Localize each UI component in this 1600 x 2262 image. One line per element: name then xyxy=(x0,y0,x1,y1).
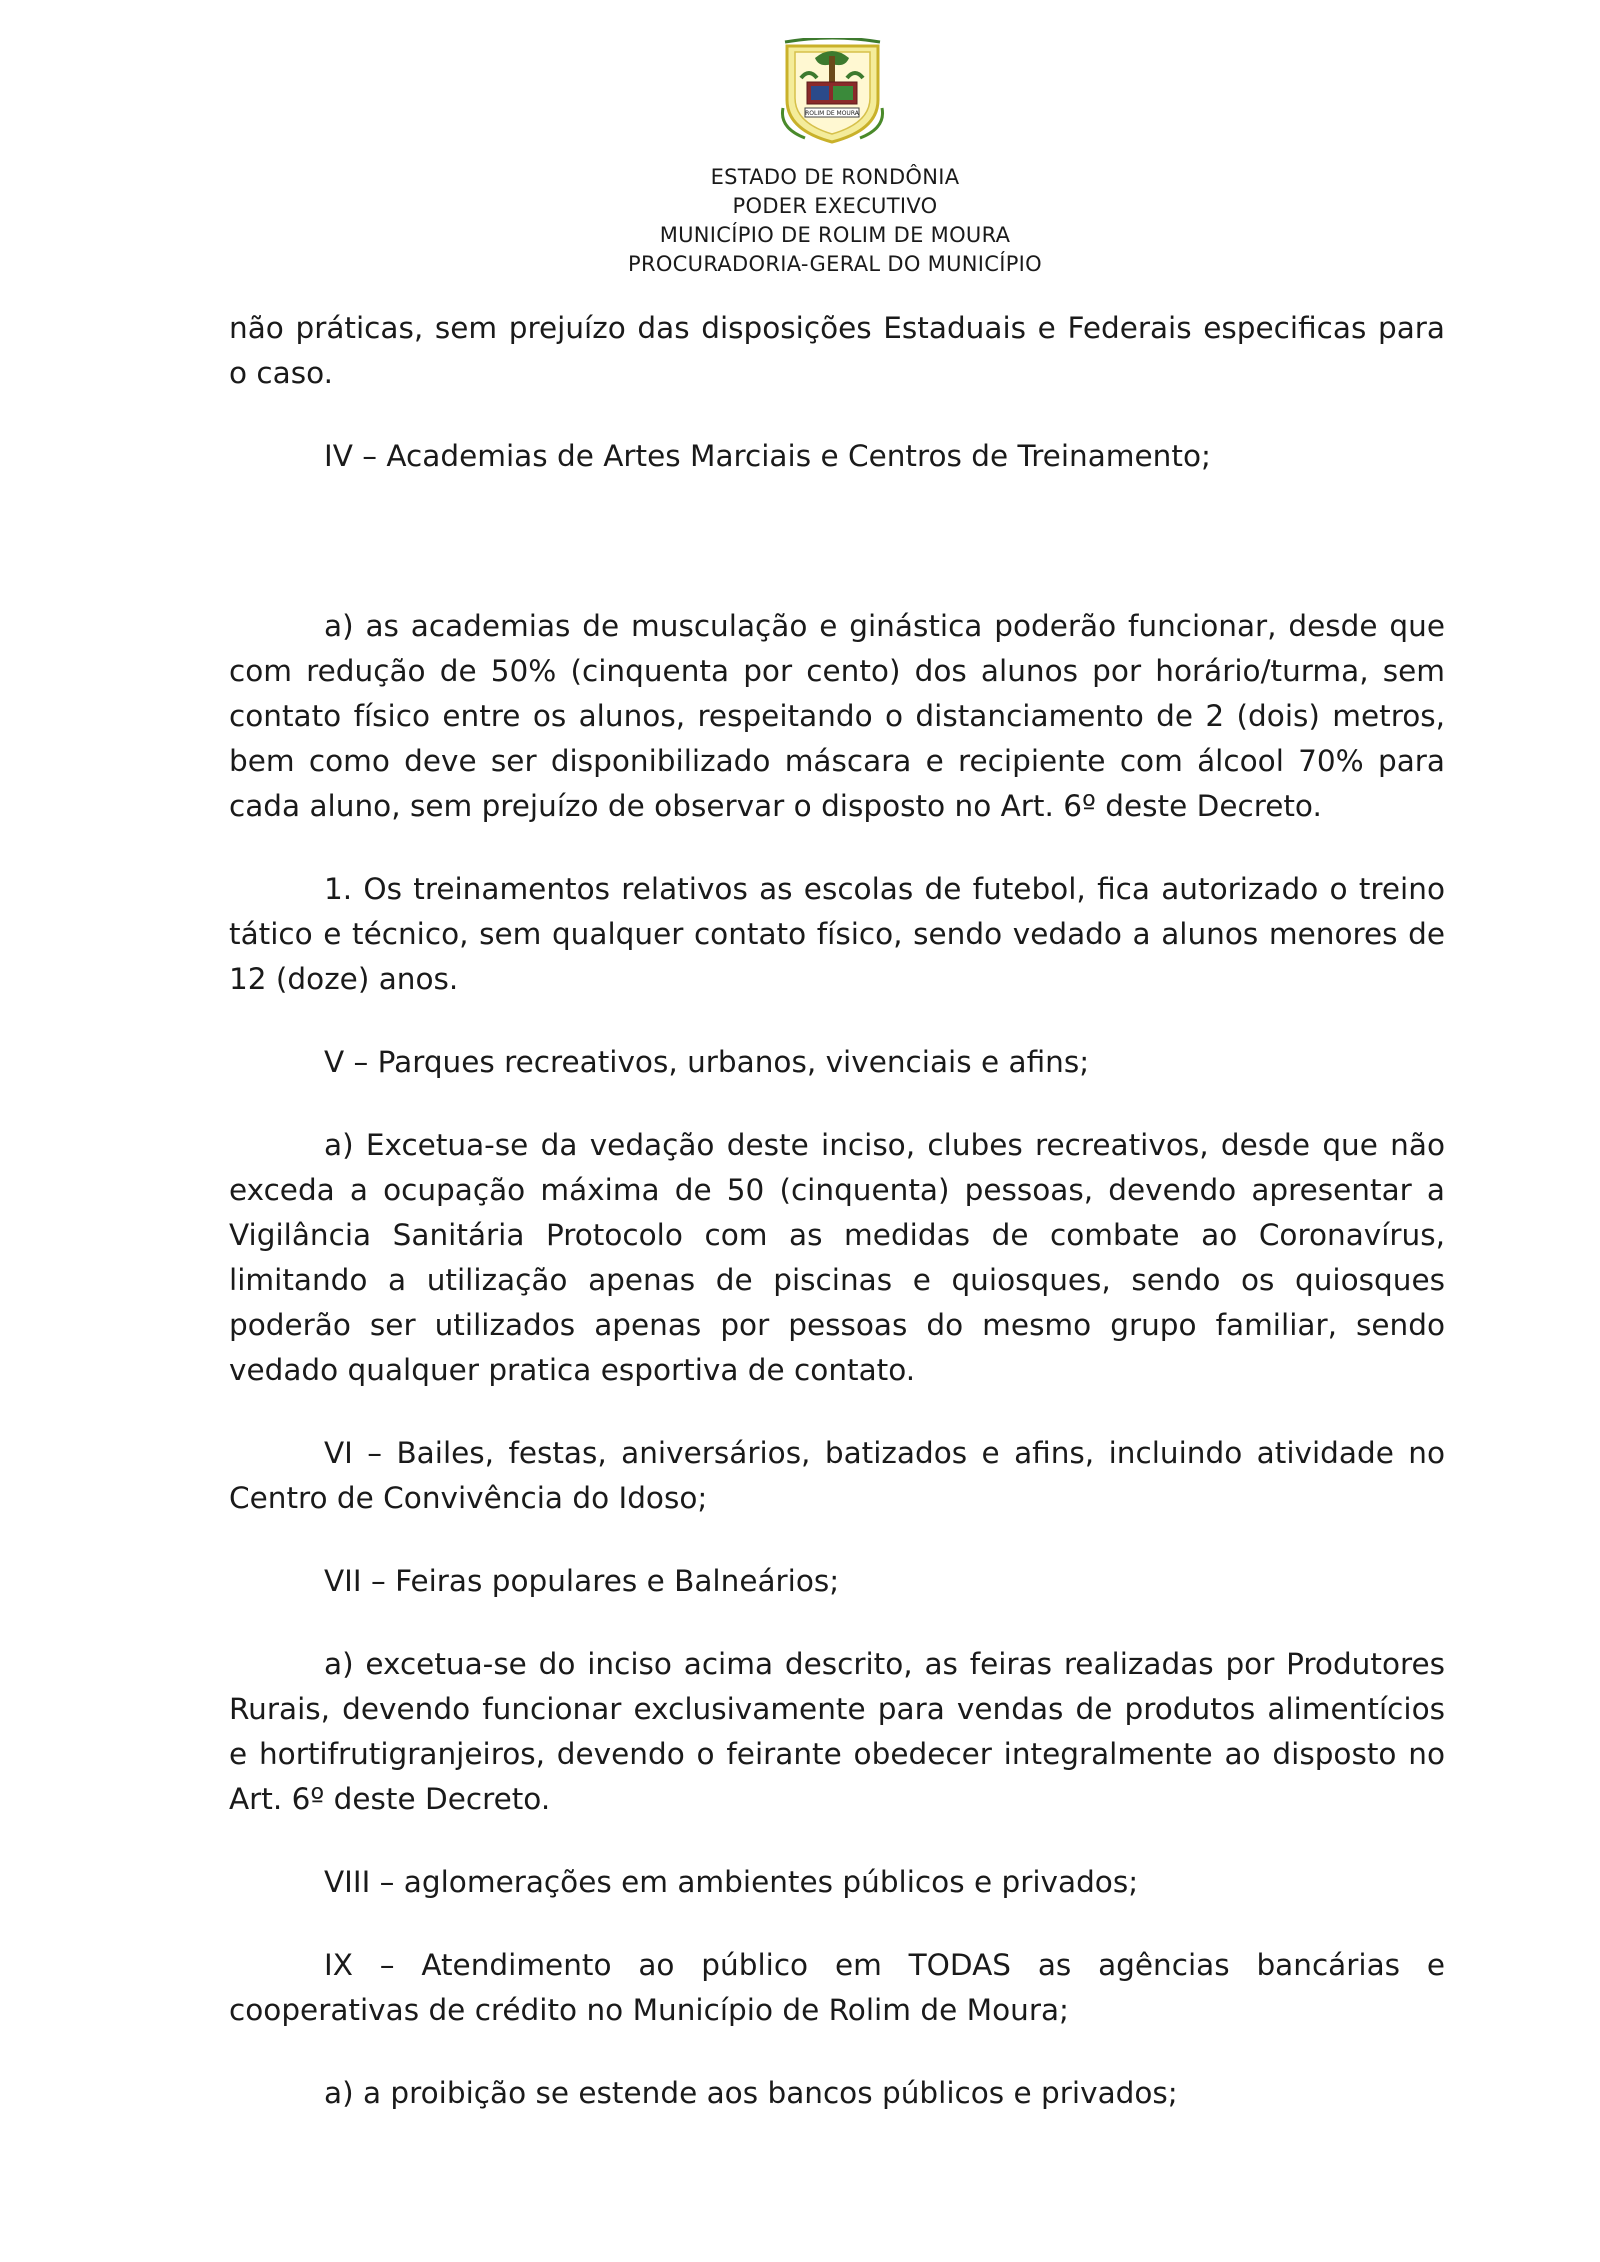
paragraph-continuation: não práticas, sem prejuízo das disposições Estaduais e Federais especificas para o caso. xyxy=(229,311,1445,390)
paragraph-item-iv-a: a) as academias de musculação e ginástica poderão funcionar, desde que com redução de 50% (cinquenta por cento) dos alunos por horário/turma, sem contato físico entre os alunos, respeitando o distanciamento de 2 (dois) metros, bem como deve ser disponibilizado máscara e recipiente com álcool 70% para cada aluno, sem prejuízo de observar o disposto no Art. 6º deste Decreto. xyxy=(229,609,1445,823)
paragraph-item-ix-a: a) a proibição se estende aos bancos públicos e privados; xyxy=(324,2076,1178,2110)
blank-spacer xyxy=(229,517,1445,604)
paragraph-item-vii: VII – Feiras populares e Balneários; xyxy=(324,1564,840,1598)
document-body xyxy=(229,306,1445,2154)
header-branch: PODER EXECUTIVO xyxy=(732,194,938,218)
paragraph-item-iv: IV – Academias de Artes Marciais e Centros de Treinamento; xyxy=(324,439,1211,473)
paragraph-item-viii: VIII – aglomerações em ambientes públicos e privados; xyxy=(324,1865,1139,1899)
municipal-crest-logo xyxy=(775,38,890,146)
header-department: PROCURADORIA-GERAL DO MUNICÍPIO xyxy=(628,252,1042,276)
paragraph-item-iv-a-1: 1. Os treinamentos relativos as escolas de futebol, fica autorizado o treino tático e técnico, sem qualquer contato físico, sendo vedado a alunos menores de 12 (doze) anos. xyxy=(229,872,1445,996)
paragraph-item-vi: VI – Bailes, festas, aniversários, batizados e afins, incluindo atividade no Centro de Convivência do Idoso; xyxy=(229,1436,1445,1515)
header-municipality: MUNICÍPIO DE ROLIM DE MOURA xyxy=(659,223,1011,247)
paragraph-item-v-a: a) Excetua-se da vedação deste inciso, clubes recreativos, desde que não exceda a ocupação máxima de 50 (cinquenta) pessoas, devendo apresentar a Vigilância Sanitária Protocolo com as medidas de combate ao Coronavírus, limitando a utilização apenas de piscinas e quiosques, sendo os quiosques poderão ser utilizados apenas por pessoas do mesmo grupo familiar, sendo vedado qualquer pratica esportiva de contato. xyxy=(229,1128,1445,1387)
svg-text:ROLIM DE MOURA: ROLIM DE MOURA xyxy=(805,110,859,117)
paragraph-item-ix: IX – Atendimento ao público em TODAS as agências bancárias e cooperativas de crédito no Município de Rolim de Moura; xyxy=(229,1948,1445,2027)
paragraph-item-v: V – Parques recreativos, urbanos, vivenciais e afins; xyxy=(324,1045,1090,1079)
document-header xyxy=(0,163,1600,279)
paragraph-item-vii-a: a) excetua-se do inciso acima descrito, as feiras realizadas por Produtores Rurais, devendo funcionar exclusivamente para vendas de produtos alimentícios e hortifrutigranjeiros, devendo o feirante obedecer integralmente ao disposto no Art. 6º deste Decreto. xyxy=(229,1647,1445,1816)
header-state: ESTADO DE RONDÔNIA xyxy=(710,165,960,189)
